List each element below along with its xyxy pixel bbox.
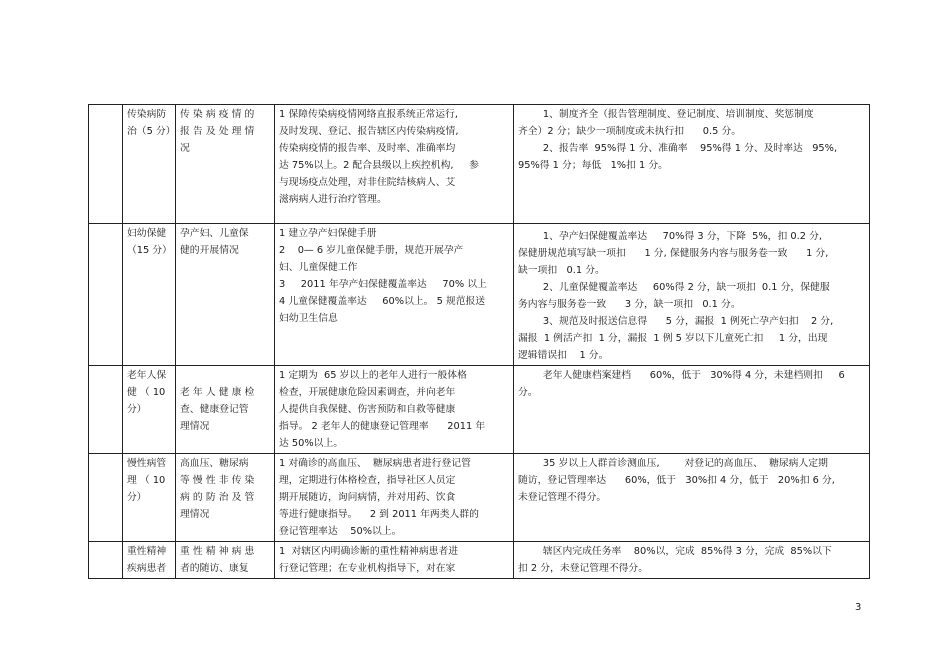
cell-text-line: 健 （ 10 (127, 387, 166, 398)
cell-text-line: 况 (180, 143, 190, 154)
table-row (89, 224, 870, 366)
cell-text-line: 2、报告率 95%得 1 分、准确率 95%得 1 分、及时率达 95%, (518, 143, 838, 154)
cell-text-line: 漏报 1 例活产扣 1 分，漏报 1 例 5 岁以下儿童死亡扣 1 分，出现 (518, 333, 828, 344)
cell-text-line: 齐全）2 分；缺少一项制度或未执行扣 0.5 分。 (518, 126, 742, 137)
cell-text-line: 查、健康登记管 (180, 404, 249, 415)
cell-text-line: 者的随访、康复 (180, 563, 249, 574)
blank-cell (89, 366, 123, 454)
cell-text-line: 1、制度齐全（报告管理制度、登记制度、培训制度、奖惩制度 (518, 109, 814, 120)
cell-text-line: 3、规范及时报送信息得 5 分，漏报 1 例死亡孕产妇扣 2 分, (518, 316, 834, 327)
scoring-cell (514, 105, 870, 224)
cell-text-line: 达 75%以上。2 配合县级以上疾控机构, 参 (279, 160, 479, 171)
cell-text-line: 1 建立孕产妇保健手册 (279, 228, 377, 239)
cell-text-line: 1 对确诊的高血压、 糖尿病患者进行登记管 (279, 458, 471, 469)
cell-text-line: 缺一项扣 0.1 分。 (518, 265, 605, 276)
cell-text-line: 期开展随访，询问病情，并对用药、饮食 (279, 492, 456, 503)
cell-text-line: 扣 2 分，未登记管理不得分。 (518, 563, 649, 574)
blank-cell (89, 224, 123, 366)
cell-text-line: 分） (127, 492, 147, 503)
cell-text-line: 辖区内完成任务率 80%以，完成 85%得 3 分，完成 85%以下 (518, 546, 832, 557)
cell-text-line: 3 2011 年孕产妇保健覆盖率达 70% 以上 (279, 279, 487, 290)
cell-text-line: 分） (127, 404, 147, 415)
cell-text-line: 达 50%以上。 (279, 438, 344, 449)
cell-text-line: 妇幼保健 (127, 228, 167, 239)
cell-text-line: 病 的 防 治 及 管 (180, 492, 255, 503)
cell-text-line: 重 性 精 神 病 患 (180, 546, 255, 557)
cell-text-line: 95%得 1 分；每低 1%扣 1 分。 (518, 160, 668, 171)
cell-text-line: 治（5 分） (127, 126, 176, 137)
category-cell (123, 105, 176, 224)
table-row (89, 454, 870, 542)
item-cell (176, 105, 275, 224)
cell-text-line: 与现场疫点处理，对非住院结核病人、艾 (279, 177, 456, 188)
scoring-cell (514, 366, 870, 454)
cell-text-line: 检查，开展健康危险因素调查，并向老年 (279, 387, 456, 398)
cell-text-line: 理情况 (180, 421, 210, 432)
blank-cell (89, 454, 123, 542)
table-row (89, 366, 870, 454)
cell-text-line: 登记管理率达 50%以上。 (279, 526, 402, 537)
blank-cell (89, 105, 123, 224)
requirements-cell (275, 105, 514, 224)
cell-text-line: 等 慢 性 非 传 染 (180, 475, 255, 486)
cell-text-line: 人提供自我保健、伤害预防和自救等健康 (279, 404, 456, 415)
cell-text-line: 1 保障传染病疫情网络直报系统正常运行, (279, 109, 459, 120)
cell-text-line: 高血压、糖尿病 (180, 458, 249, 469)
scoring-cell (514, 224, 870, 366)
cell-text-line: 务内容与服务卷一致 3 分，缺一项扣 0.1 分。 (518, 299, 741, 310)
cell-text-line: 传染病防 (127, 109, 167, 120)
cell-text-line: 传 染 病 疫 情 的 (180, 109, 255, 120)
cell-text-line: 逻辑错误扣 1 分。 (518, 350, 609, 361)
cell-text-line: 未登记管理不得分。 (518, 492, 607, 503)
cell-text-line: 及时发现、登记、报告辖区内传染病疫情, (279, 126, 459, 137)
cell-text-line: 1 定期为 65 岁以上的老年人进行一般体格 (279, 370, 467, 381)
item-cell (176, 542, 275, 579)
assessment-table (88, 104, 870, 579)
item-cell (176, 224, 275, 366)
cell-text-line: 老年人保 (127, 370, 167, 381)
cell-text-line: 孕产妇、儿童保 (180, 228, 249, 239)
cell-text-line: 35 岁以上人群首诊测血压, 对登记的高血压、 糖尿病人定期 (518, 458, 828, 469)
cell-text-line: 疾病患者 (127, 563, 167, 574)
cell-text-line: 慢性病管 (127, 458, 167, 469)
category-cell (123, 542, 176, 579)
cell-text-line: 4 儿童保健覆盖率达 60%以上。 5 规范报送 (279, 296, 486, 307)
cell-text-line: 保健册规范填写缺一项扣 1 分, 保健服务内容与服务卷一致 1 分, (518, 248, 829, 259)
cell-text-line: 老 年 人 健 康 检 (180, 387, 255, 398)
requirements-cell (275, 224, 514, 366)
table-row (89, 105, 870, 224)
category-cell (123, 454, 176, 542)
cell-text-line: 理，定期进行体格检查，指导社区人员定 (279, 475, 456, 486)
cell-text-line: 分。 (518, 387, 538, 398)
requirements-cell (275, 542, 514, 579)
table-row (89, 542, 870, 579)
assessment-table-body (89, 105, 870, 579)
cell-text-line: 等进行健康指导。 2 到 2011 年两类人群的 (279, 509, 479, 520)
requirements-cell (275, 366, 514, 454)
cell-text-line: 滋病病人进行治疗管理。 (279, 194, 387, 205)
cell-text-line: 妇、儿童保健工作 (279, 262, 358, 273)
cell-text-line: 1 对辖区内明确诊断的重性精神病患者进 (279, 546, 459, 557)
cell-text-line: 行登记管理；在专业机构指导下，对在家 (279, 563, 456, 574)
scoring-cell (514, 454, 870, 542)
cell-text-line: 老年人健康档案建档 60%，低于 30%得 4 分，未建档则扣 6 (518, 370, 845, 381)
cell-text-line: （15 分） (127, 245, 172, 256)
cell-text-line: 报 告 及 处 理 情 (180, 126, 255, 137)
cell-text-line: 传染病疫情的报告率、及时率、准确率均 (279, 143, 456, 154)
cell-text-line: 理 （ 10 (127, 475, 166, 486)
cell-text-line: 2 0— 6 岁儿童保健手册，规范开展孕产 (279, 245, 464, 256)
cell-text-line: 理情况 (180, 509, 210, 520)
blank-cell (89, 542, 123, 579)
cell-text-line: 重性精神 (127, 546, 167, 557)
cell-text-line: 妇幼卫生信息 (279, 313, 338, 324)
page-number: 3 (855, 602, 862, 613)
cell-text-line: 随访，登记管理率达 60%，低于 30%扣 4 分，低于 20%扣 6 分, (518, 475, 835, 486)
cell-text-line: 指导。 2 老年人的健康登记管理率 2011 年 (279, 421, 486, 432)
scoring-cell (514, 542, 870, 579)
item-cell (176, 366, 275, 454)
category-cell (123, 366, 176, 454)
requirements-cell (275, 454, 514, 542)
cell-text-line: 健的开展情况 (180, 245, 239, 256)
cell-text-line: 2、儿童保健覆盖率达 60%得 2 分，缺一项扣 0.1 分，保健服 (518, 282, 830, 293)
item-cell (176, 454, 275, 542)
category-cell (123, 224, 176, 366)
cell-text-line: 1、孕产妇保健覆盖率达 70%得 3 分，下降 5%，扣 0.2 分, (518, 231, 822, 242)
